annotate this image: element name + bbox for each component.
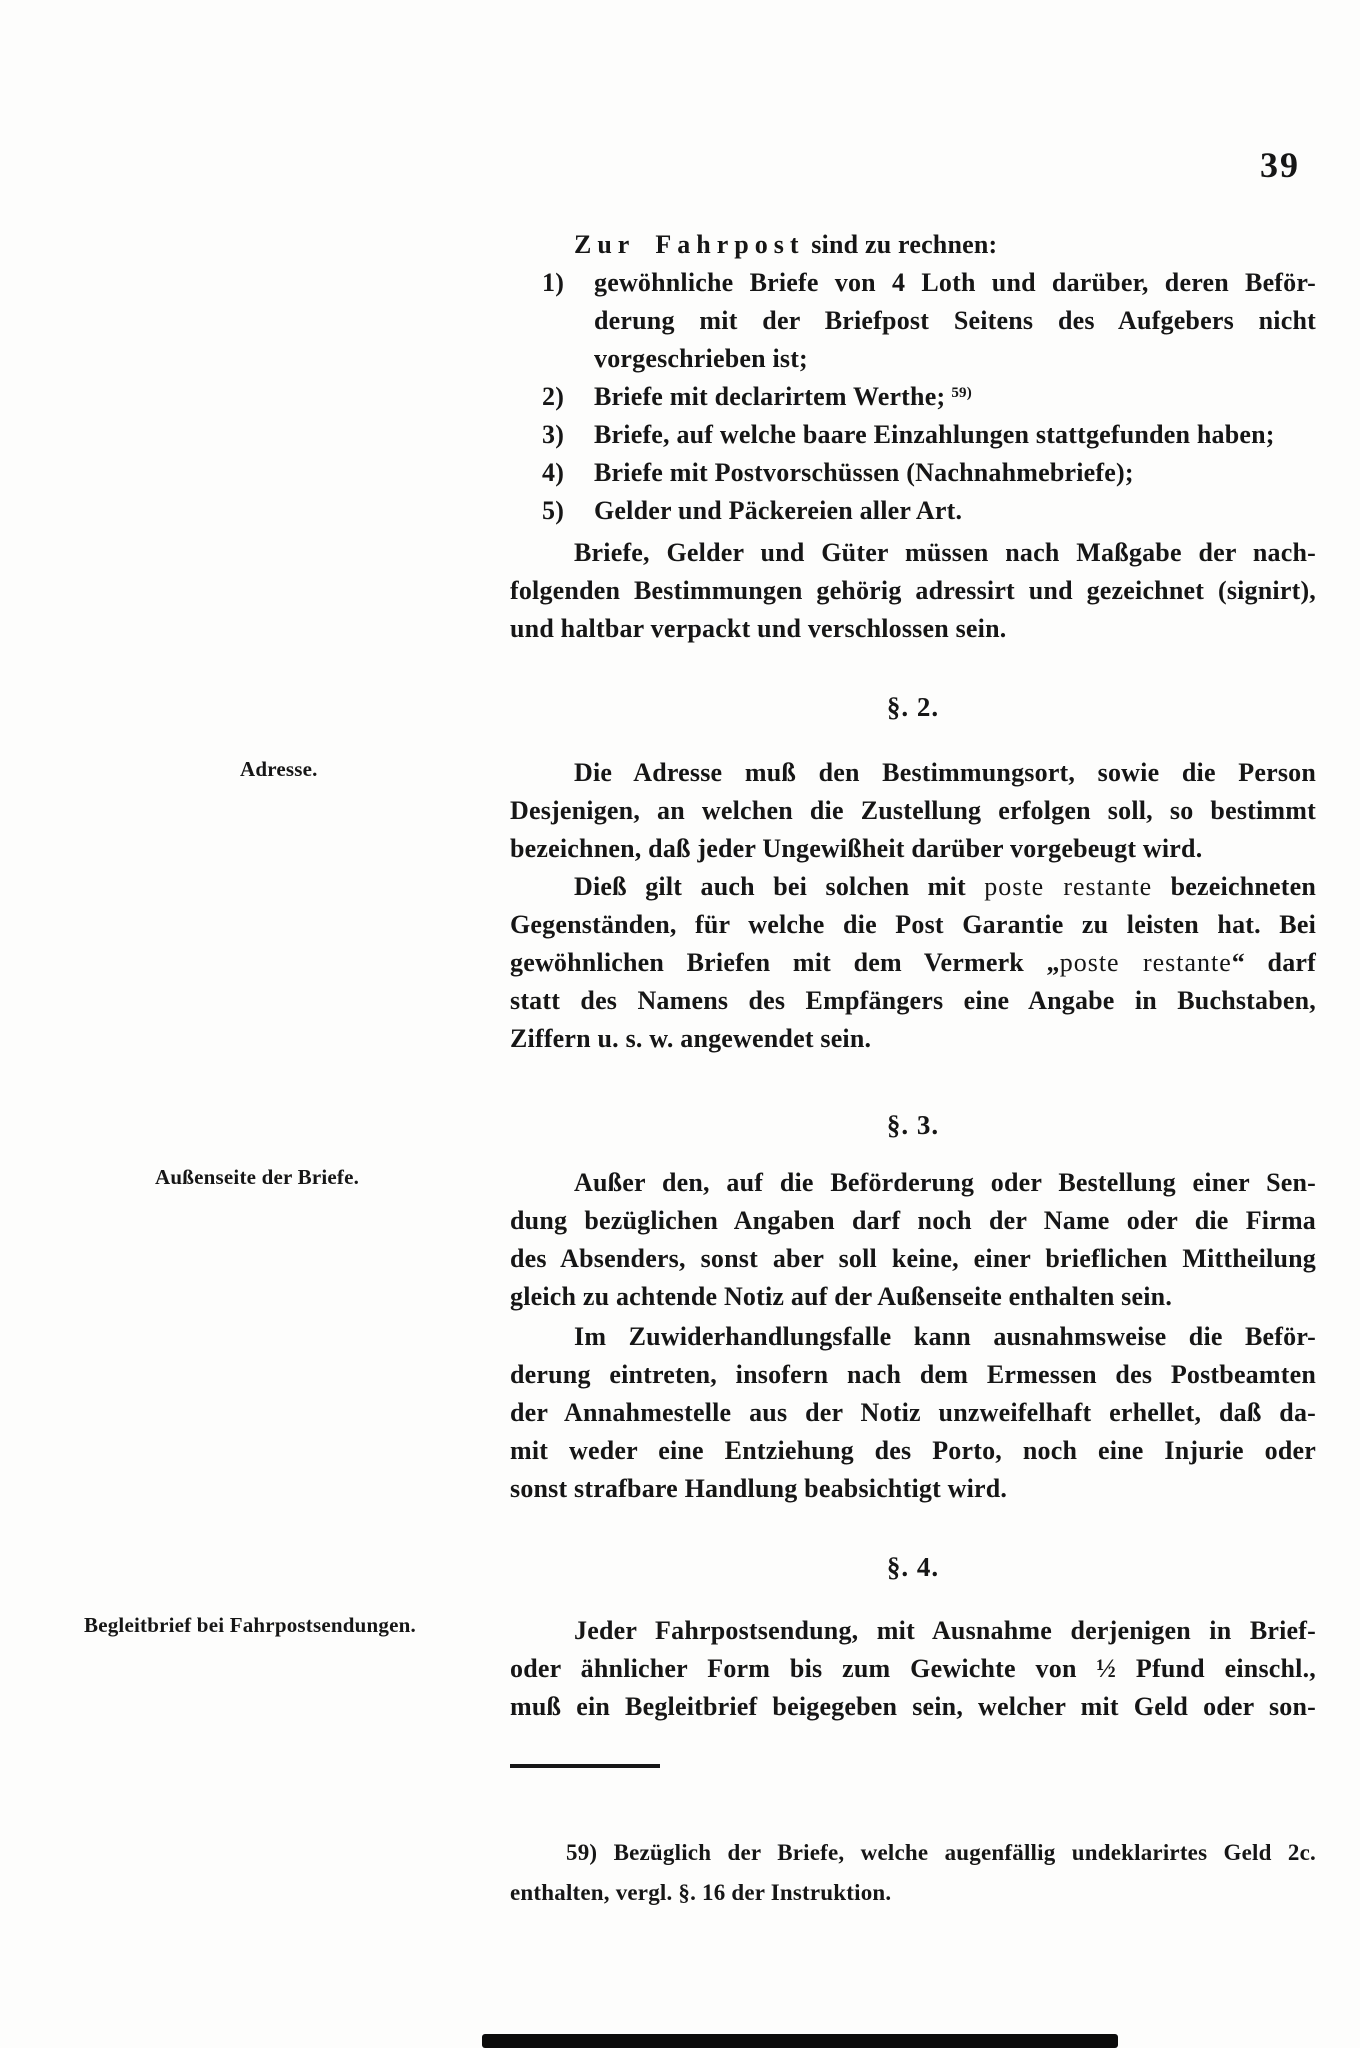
s2-p2-l1-post: bezeichneten — [1152, 872, 1317, 901]
footnote-line-1: 59) Bezüglich der Briefe, welche augenfällig undeklarirtes Geld 2c. — [566, 1840, 1316, 1865]
list-item-4-text: Briefe mit Postvorschüssen (Nachnahmebriefe); — [594, 458, 1134, 487]
list-item-4-number: 4) — [542, 458, 565, 487]
list-item-3-number: 3) — [542, 420, 565, 449]
s2-p2-line-1 — [510, 868, 1316, 906]
list-item-3-line — [510, 416, 1316, 454]
list-item-5-number: 5) — [542, 496, 565, 525]
s2-p2-l3-pre: gewöhnlichen Briefen mit dem Vermerk „ — [510, 948, 1060, 977]
main-text-column — [510, 0, 1316, 2048]
s3-p2-line-3: der Annahmestelle aus der Notiz unzweifelhaft erhellet, daß da- — [510, 1398, 1316, 1427]
s2-p2-line-5: Ziffern u. s. w. angewendet sein. — [510, 1024, 872, 1053]
s4-p1-line-3: muß ein Begleitbrief beigegeben sein, welcher mit Geld oder son- — [510, 1692, 1316, 1721]
intro-closing-line-2: folgenden Bestimmungen gehörig adressirt und gezeichnet (signirt), — [510, 576, 1316, 605]
s3-p1-line-4: gleich zu achtende Notiz auf der Außenseite enthalten sein. — [510, 1282, 1173, 1311]
footnote-separator-rule — [510, 1764, 660, 1768]
intro-closing-line-1: Briefe, Gelder und Güter müssen nach Maßgabe der nach- — [574, 538, 1316, 567]
s3-p2-line-5: sonst strafbare Handlung beabsichtigt wird. — [510, 1474, 1008, 1503]
list-item-3-text: Briefe, auf welche baare Einzahlungen stattgefunden haben; — [594, 420, 1275, 449]
s3-p2-line-1: Im Zuwiderhandlungsfalle kann ausnahmsweise die Beför- — [574, 1322, 1316, 1351]
s2-p2-line-4: statt des Namens des Empfängers eine Angabe in Buchstaben, — [510, 986, 1316, 1015]
list-item-5-text: Gelder und Päckereien aller Art. — [594, 496, 963, 525]
s3-p1-line-1: Außer den, auf die Beförderung oder Bestellung einer Sen- — [574, 1168, 1316, 1197]
list-item-5-line — [510, 492, 1316, 530]
footnote-line-2: enthalten, vergl. §. 16 der Instruktion. — [510, 1880, 892, 1905]
s3-p2-line-2: derung eintreten, insofern nach dem Ermessen des Postbeamten — [510, 1360, 1316, 1389]
poste-restante-roman-text: poste restante — [984, 872, 1153, 901]
s2-p2-line-3 — [510, 944, 1316, 982]
intro-lead-line — [510, 226, 1316, 264]
lead-emphasized-text: Zur Fahrpost — [574, 230, 805, 259]
list-item-1-text: gewöhnliche Briefe von 4 Loth und darüber, deren Beför- — [594, 268, 1316, 297]
s4-p1-line-1: Jeder Fahrpostsendung, mit Ausnahme derjenigen in Brief- — [574, 1616, 1316, 1645]
list-item-1-line-2: derung mit der Briefpost Seitens des Aufgebers nicht — [594, 306, 1316, 335]
list-item-1-line-1 — [510, 264, 1316, 302]
s4-p1-line-2: oder ähnlicher Form bis zum Gewichte von ½ Pfund einschl., — [510, 1654, 1316, 1683]
list-item-4-line — [510, 454, 1316, 492]
section-heading-2: §. 2. — [886, 692, 940, 722]
s3-p2-line-4: mit weder eine Entziehung des Porto, noch eine Injurie oder — [510, 1436, 1316, 1465]
margin-note-begleitbrief: Begleitbrief bei Fahrpostsendungen. — [84, 1613, 416, 1637]
s2-p1-line-3: bezeichnen, daß jeder Ungewißheit darüber vorgebeugt wird. — [510, 834, 1203, 863]
list-item-2-number: 2) — [542, 382, 565, 411]
s2-p1-line-2: Desjenigen, an welchen die Zustellung erfolgen soll, so bestimmt — [510, 796, 1316, 825]
section-heading-4: §. 4. — [886, 1552, 940, 1582]
list-item-1-line-3: vorgeschrieben ist; — [594, 344, 808, 373]
list-item-2-text: Briefe mit declarirtem Werthe; — [594, 382, 946, 411]
page-number: 39 — [1260, 145, 1300, 185]
s2-p2-l1-pre: Dieß gilt auch bei solchen mit — [574, 872, 985, 901]
intro-closing-line-3: und haltbar verpackt und verschlossen sein. — [510, 614, 1007, 643]
margin-note-aussenseite: Außenseite der Briefe. — [155, 1165, 360, 1189]
s3-p1-line-3: des Absenders, sonst aber soll keine, einer brieflichen Mittheilung — [510, 1244, 1316, 1273]
footnote-reference-59: 59) — [951, 385, 972, 401]
section-heading-3: §. 3. — [886, 1110, 940, 1140]
scan-edge-artifact — [482, 2034, 1118, 2048]
s2-p1-line-1: Die Adresse muß den Bestimmungsort, sowie die Person — [574, 758, 1316, 787]
lead-rest-text: sind zu rechnen: — [804, 230, 998, 259]
list-item-2-line — [510, 378, 1316, 416]
s2-p2-line-2: Gegenständen, für welche die Post Garantie zu leisten hat. Bei — [510, 910, 1316, 939]
list-item-1-number: 1) — [542, 268, 565, 297]
margin-note-adresse: Adresse. — [240, 757, 318, 781]
poste-restante-roman-text: poste restante — [1059, 948, 1232, 977]
s3-p1-line-2: dung bezüglichen Angaben darf noch der Name oder die Firma — [510, 1206, 1316, 1235]
s2-p2-l3-post: “ darf — [1231, 948, 1317, 977]
